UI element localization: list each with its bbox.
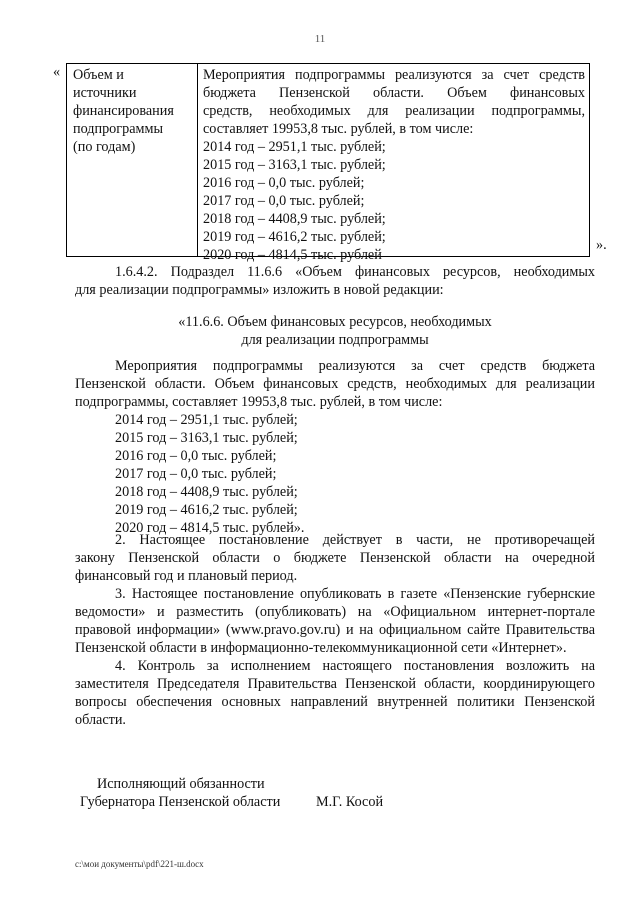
funding-table [66,63,590,263]
table-open-quote: « [53,64,61,80]
year-line: 2020 год – 4814,5 тыс. рублей». [115,520,305,536]
table-close-quote: ». [596,237,607,253]
year-line: 2017 год – 0,0 тыс. рублей; [115,466,277,482]
paragraph-line: Мероприятия подпрограммы реализуются за счет средств бюджета [115,358,595,374]
paragraph-line: 3. Настоящее постановление опубликовать в газете «Пензенские губернские [115,586,595,602]
year-line: 2018 год – 4408,9 тыс. рублей; [115,484,298,500]
paragraph-line: для реализации подпрограммы» изложить в новой редакции: [75,282,444,298]
paragraph-line: ведомости» и разместить (опубликовать) на «Официальном интернет-портале [75,604,595,620]
year-line: 2015 год – 3163,1 тыс. рублей; [115,430,298,446]
paragraph-line: Пензенской области. Объем финансовых средств, необходимых для реализации [75,376,595,392]
page-number: 11 [314,33,326,45]
table-column-divider [197,64,198,256]
table-year-line: 2018 год – 4408,9 тыс. рублей; [203,211,386,227]
item-1642 [75,263,595,299]
table-right-cell [203,66,585,264]
table-right-line: Мероприятия подпрограммы реализуются за счет средств [203,67,585,83]
section-title-line: «11.6.6. Объем финансовых ресурсов, необходимых [178,314,492,330]
paragraph-line: Пензенской области в информационно-телекоммуникационной сети «Интернет». [75,640,567,656]
table-year-line: 2016 год – 0,0 тыс. рублей; [203,175,365,191]
year-line: 2019 год – 4616,2 тыс. рублей; [115,502,298,518]
table-left-cell [73,66,195,156]
item-3 [75,585,595,657]
signature-name: М.Г. Косой [316,794,384,810]
section-title-line: для реализации подпрограммы [241,332,429,348]
paragraph-line: подпрограммы, составляет 19953,8 тыс. рублей, в том числе: [75,394,443,410]
paragraph-line: 1.6.4.2. Подраздел 11.6.6 «Объем финансовых ресурсов, необходимых [115,264,595,280]
section-title [75,313,595,349]
table-left-line: подпрограммы [73,121,163,137]
table-year-line: 2014 год – 2951,1 тыс. рублей; [203,139,386,155]
paragraph-line: области. [75,712,126,728]
item-2 [75,531,595,585]
year-line: 2016 год – 0,0 тыс. рублей; [115,448,277,464]
table-year-line: 2017 год – 0,0 тыс. рублей; [203,193,365,209]
year-line: 2014 год – 2951,1 тыс. рублей; [115,412,298,428]
paragraph-line: закону Пензенской области о бюджете Пензенской области на очередной [75,550,595,566]
paragraph-line: вопросы обеспечения основных направлений внутренней политики Пензенской [75,694,595,710]
paragraph-line: правовой информации» (www.pravo.gov.ru) и на официальном сайте Правительства [75,622,595,638]
footer-file-path: c:\мои документы\pdf\221-ш.docx [75,859,204,869]
item-4 [75,657,595,729]
table-left-line: источники [73,85,137,101]
signature-title-line2: Губернатора Пензенской области [80,794,281,810]
table-left-line: (по годам) [73,139,136,155]
table-year-line: 2019 год – 4616,2 тыс. рублей; [203,229,386,245]
paragraph-line: заместителя Председателя Правительства Пензенской области, координирующего [75,676,595,692]
table-right-line: средств, необходимых для реализации подпрограммы, [203,103,585,119]
table-year-line: 2015 год – 3163,1 тыс. рублей; [203,157,386,173]
table-year-line: 2020 год – 4814,5 тыс. рублей [203,247,382,263]
table-right-line: составляет 19953,8 тыс. рублей, в том числе: [203,121,474,137]
signature-title-line1: Исполняющий обязанности [97,776,265,792]
table-right-line: бюджета Пензенской области. Объем финансовых [203,85,585,101]
paragraph-line: 4. Контроль за исполнением настоящего постановления возложить на [115,658,595,674]
paragraph-line: 2. Настоящее постановление действует в части, не противоречащей [115,532,595,548]
table-left-line: Объем и [73,67,124,83]
paragraph-line: финансовый год и плановый период. [75,568,298,584]
section-body [75,357,595,537]
table-left-line: финансирования [73,103,174,119]
